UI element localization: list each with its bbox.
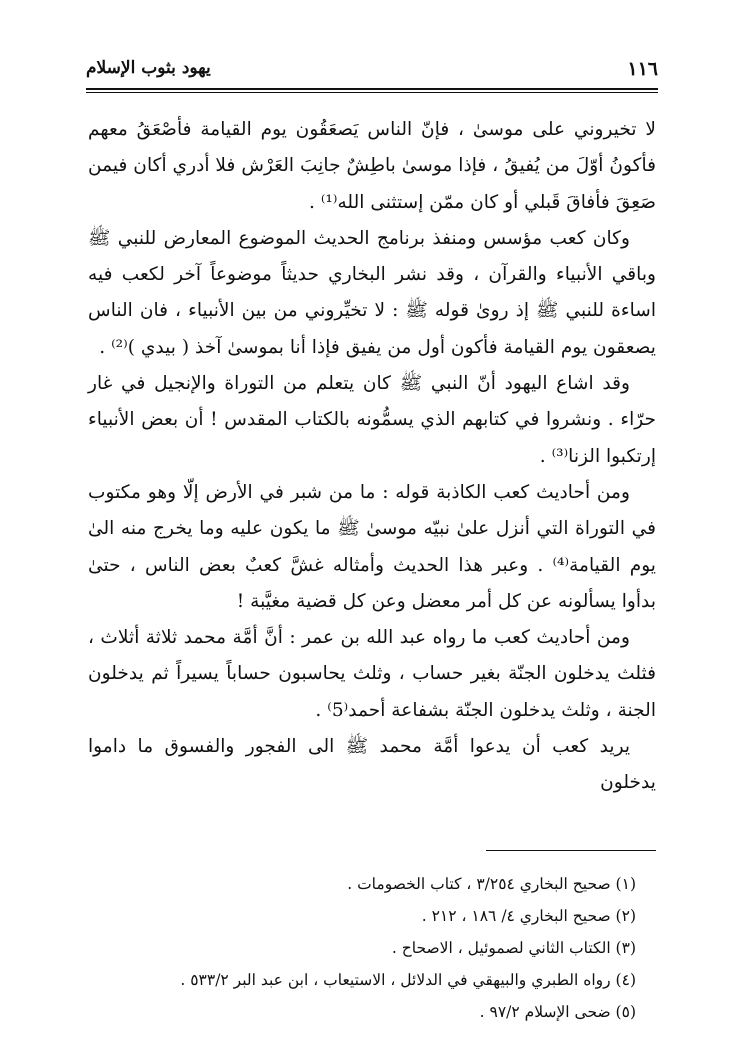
footnote: (١) صحيح البخاري ٣/٢٥٤ ، كتاب الخصومات .	[347, 875, 636, 893]
footnotes	[88, 868, 636, 1028]
page-header	[86, 58, 658, 86]
paragraph: وقد اشاع اليهود أنّ النبي ﷺ كان يتعلم من التوراة والإنجيل في غار حرّاء . ونشروا في كتابهم الذي يسمُّونه بالكتاب المقدس ! أن بعض الأنبياء إرتكبوا الزنا⁽³⁾ .	[88, 373, 656, 467]
paragraph: لا تخيروني على موسىٰ ، فإنّ الناس يَصعَقُون يوم القيامة فأصْعَقُ معهم فأكونُ أوّلَ من يُفيقُ ، فإذا موسىٰ باطِشٌ جانِبَ العَرْش فلا أدري أكان فيمن صَعِقَ فأفاقَ قَبلي أو كان ممّن إستثنى الله⁽¹⁾ .	[87, 119, 656, 213]
footnote: (٥) ضحى الإسلام ٩٧/٢ .	[479, 1003, 636, 1021]
header-rule	[86, 88, 658, 93]
footnote-divider	[486, 850, 656, 851]
paragraph: وكان كعب مؤسس ومنفذ برنامج الحديث الموضوع المعارض للنبي ﷺ وباقي الأنبياء والقرآن ، وقد نشر البخاري حديثاً موضوعاً آخر لكعب فيه اساءة للنبي ﷺ إذ روىٰ قوله ﷺ : لا تخيِّروني من بين الأنبياء ، فان الناس يصعقون يوم القيامة فأكون أول من يفيق فإذا أنا بموسىٰ آخذ ( بيدي )⁽²⁾ .	[88, 227, 656, 358]
body-text	[88, 112, 656, 802]
footnote: (٣) الكتاب الثاني لصموئيل ، الاصحاح .	[391, 939, 636, 957]
running-title: يهود بثوب الإسلام	[86, 58, 211, 78]
paragraph: ومن أحاديث كعب ما رواه عبد الله بن عمر : أنَّ أمَّة محمد ثلاثة أثلاث ، فثلث يدخلون الجنّة بغير حساب ، وثلث يحاسبون حساباً يسيراً ثم يدخلون الجنة ، وثلث يدخلون الجنّة بشفاعة أحمد⁽5⁾ .	[88, 627, 656, 721]
page-number: ١١٦	[627, 58, 658, 80]
footnote: (٢) صحيح البخاري ٤/ ١٨٦ ، ٢١٢ .	[421, 907, 636, 925]
footnote: (٤) رواه الطبري والبيهقي في الدلائل ، الاستيعاب ، ابن عبد البر ٥٣٣/٢ .	[180, 971, 636, 989]
paragraph: ومن أحاديث كعب الكاذبة قوله : ما من شبر في الأرض إلّا وهو مكتوب في التوراة التي أنزل علىٰ نبيّه موسىٰ ﷺ ما يكون عليه وما يخرج منه الىٰ يوم القيامة⁽⁴⁾ . وعبر هذا الحديث وأمثاله غشَّ كعبٌ بعض الناس ، حتىٰ بدأوا يسألونه عن كل أمر معضل وعن كل قضية مغيَّبة !	[88, 481, 656, 612]
paragraph: يريد كعب أن يدعوا أمَّة محمد ﷺ الى الفجور والفسوق ما داموا يدخلون	[88, 736, 656, 794]
